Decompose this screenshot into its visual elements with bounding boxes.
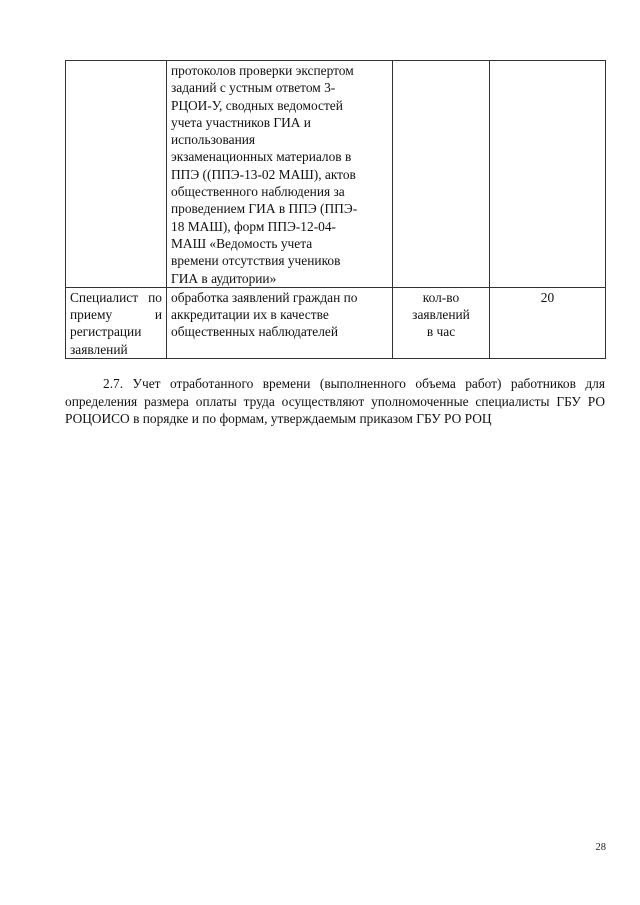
unit-cell	[393, 61, 490, 288]
unit-text: кол-во заявлений в час	[412, 289, 470, 340]
norms-table	[65, 60, 606, 359]
table-row	[66, 61, 606, 288]
unit-cell	[393, 287, 490, 358]
norm-cell	[490, 287, 606, 358]
work-cell	[167, 287, 393, 358]
norm-cell	[490, 61, 606, 288]
norm-text: 20	[540, 289, 555, 305]
work-text: протоколов проверки экспертом заданий с устным ответом 3- РЦОИ-У, сводных ведомостей учета участников ГИА и использования экзаменационных материалов в ППЭ ((ППЭ-13-02 МАШ), актов общественного наблюдения за проведением ГИА в ППЭ (ППЭ- 18 МАШ), форм ППЭ-12-04- МАШ «Ведомость учета времени отсутствия учеников ГИА в аудитории»	[171, 63, 358, 286]
work-text: обработка заявлений граждан по аккредитации их в качестве общественных наблюдателей	[171, 289, 358, 340]
role-cell	[66, 61, 167, 288]
page-number: 28	[595, 842, 606, 853]
role-text: Специалист по приему и регистрации заявлений	[70, 289, 162, 357]
role-cell	[66, 287, 167, 358]
section-2-7-paragraph: 2.7. Учет отработанного времени (выполненного объема работ) работников для определения размера оплаты труда осуществляют уполномоченные специалисты ГБУ РО РОЦОИСО в порядке и по формам, утверждаемым приказом ГБУ РО РОЦ	[65, 376, 605, 427]
work-cell	[167, 61, 393, 288]
table-row	[66, 287, 606, 358]
